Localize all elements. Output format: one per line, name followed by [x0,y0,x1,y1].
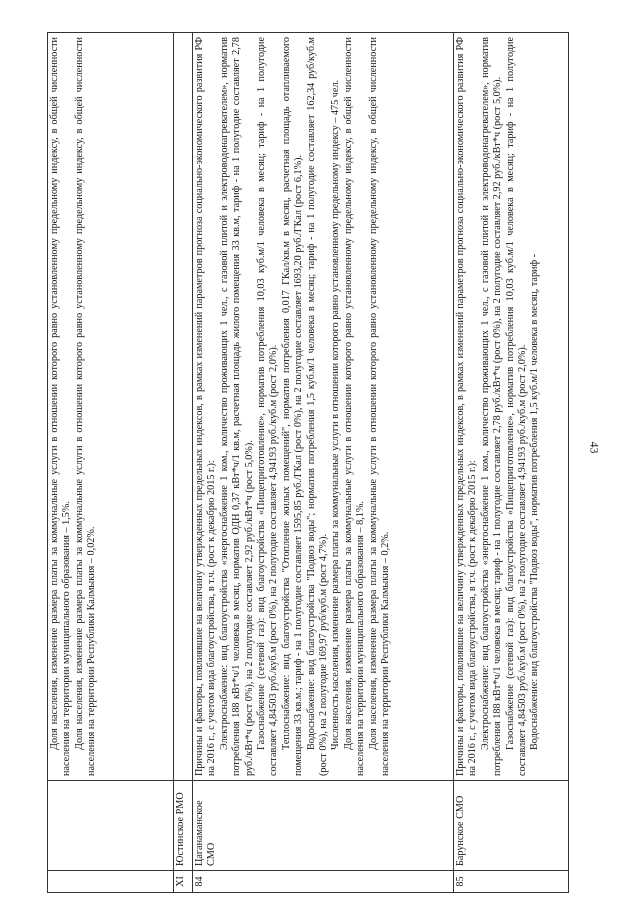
paragraph: Электроснабжение: вид благоустройства «энергоснабжение 1 ком., количество проживающих 1 чел., с газовой плитой и электроводонагревателем», норматив потребления 188 кВт*ч/1 человека в месяц, норматив ОДН 0,37 кВт*ч/1 кв.м, расчетная площадь жилого помещения 33 кв.м, тариф - на 1 полугодие составляет 2,78 руб./кВт*ч (рост 0%), на 2 полугодие составляет 2,92 руб./кВт*ч (рост 5,0%). [218,37,255,776]
paragraph: Газоснабжение (сетевой газ): вид благоустройства «Пищеприготовление», норматив потребления 10,03 куб.м/1 человека в месяц; тариф - на 1 полугодие составляет 4,84503 руб./куб.м (рост 0%), на 2 полугодие составляет 4,94193 руб./куб.м (рост 2,0%). [256,37,280,776]
section-empty-cell [174,33,193,781]
description-cell [193,33,454,781]
paragraph: Доля населения, изменение размера платы за коммунальные услуги в отношении которого равно установленному предельному индексу, в общей численности населения на территории Республики Калмыкия – 0,2%. [367,37,392,776]
paragraph: Электроснабжение: вид благоустройства «энергоснабжение 1 ком., количество проживающих 1 чел., с газовой плитой и электроводонагревателем», норматив потребления 188 кВт*ч/1 человека в месяц; тариф - на 1 полугодие составляет 2,78 руб./кВт*ч (рост 0%), на 2 полугодие составляет 2,92 руб./кВт*ч (рост 5,0%). [479,37,504,776]
municipality-name: Цаганаманское СМО [193,781,454,871]
paragraph: Доля населения, изменение размера платы за коммунальные услуги в отношении которого равно установленному предельному индексу, в общей численности населения на территории муниципального образования – 1,5%. [49,37,73,776]
table-row [48,33,174,893]
description-cell [48,33,174,781]
table-row [193,33,454,893]
description-cell [454,33,569,781]
page-number: 43 [587,441,602,454]
municipality-name: Барунское СМО [454,781,569,871]
section-title: Юстинское РМО [174,781,193,871]
paragraph: Теплоснабжение: вид благоустройства "Отопление жилых помещений", норматив потребления 0,017 ГКал/кв.м в месяц, расчетная площадь отапливаемого помещения 33 кв.м.; тариф - на 1 полугодие составляет 1595,85 руб./ГКал (рост 0%), на 2 полугодие составляет 1693,20 руб./ГКал (рост 6,1%). [280,37,305,776]
paragraph: Причины и факторы, повлиявшие на величину утвержденных предельных индексов, в рамках изменений параметров прогноза социально-экономического развития РФ на 2016 г., с учетом вида благоустройства, в т.ч. (рост к декабрю 2015 г.): [194,37,218,776]
paragraph: Причины и факторы, повлиявшие на величину утвержденных предельных индексов, в рамках изменений параметров прогноза социально-экономического развития РФ на 2016 г., с учетом вида благоустройства, в т.ч. (рост к декабрю 2015 г.): [455,37,479,776]
paragraph: Доля населения, изменение размера платы за коммунальные услуги в отношении которого равно установленному предельному индексу, в общей численности населения на территории муниципального образования – 8,1%. [342,37,367,776]
indices-table [47,32,569,893]
paragraph: Водоснабжение: вид благоустройства "Подвоз воды"; норматив потребления 1,5 куб.м/1 человека в месяц; тариф - на 1 полугодие составляет 162,34 руб/куб.м (рост 0%), на 2 полугодие 169,97 руб/куб.м (рост 4,7%). [305,37,330,776]
paragraph: Доля населения, изменение размера платы за коммунальные услуги в отношении которого равно установленному предельному индексу, в общей численности населения на территории Республики Калмыкия – 0,02%. [73,37,98,776]
row-number: 85 [454,871,569,893]
paragraph: Газоснабжение (сетевой газ): вид благоустройства «Пищеприготовление», норматив потребления 10,03 куб.м/1 человека в месяц; тариф - на 1 полугодие составляет 4,84503 руб./куб.м (рост 0%), на 2 полугодие составляет 4,94193 руб./куб.м (рост 2,0%). [504,37,529,776]
paragraph: Численность населения, изменение размера платы за коммунальные услуги в отношении которого равно установленному предельному индексу – 475 чел. [330,79,342,750]
paragraph: Водоснабжение: вид благоустройства "Подвоз воды", норматив потребления 1,5 куб.м/1 человека в месяц, тариф - [529,253,541,750]
section-number: XI [174,871,193,893]
section-row [174,33,193,893]
rotated-page-content [47,33,567,893]
table-row [454,33,569,893]
row-number: 84 [193,871,454,893]
municipality-cell [48,781,174,871]
row-number-cell [48,871,174,893]
